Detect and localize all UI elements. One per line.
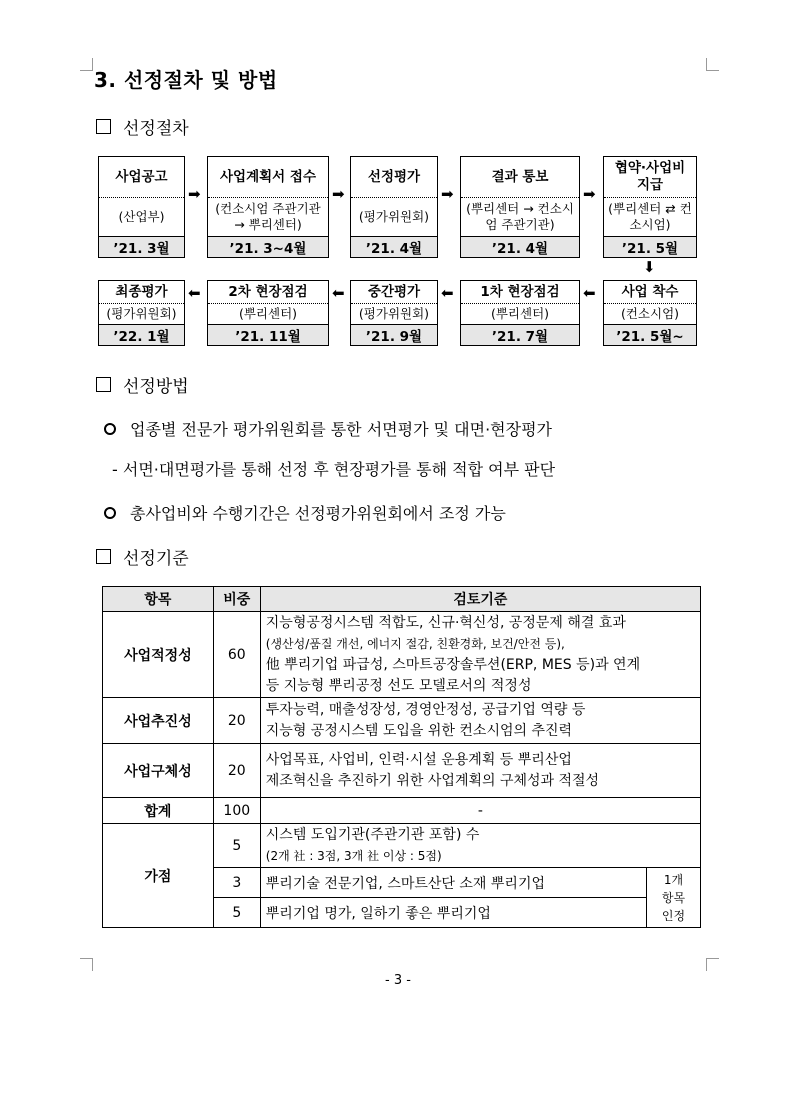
header-criteria: 검토기준: [260, 587, 700, 612]
row-criteria: [260, 698, 700, 744]
criteria-line: 제조혁신을 추진하기 위한 사업계획의 구체성과 적절성: [265, 772, 600, 789]
process-step-first-inspection: [460, 280, 580, 346]
row-weight: 60: [213, 612, 260, 698]
criteria-table: [102, 586, 701, 928]
total-item: 합계: [103, 798, 214, 824]
bonus-row: [103, 824, 701, 868]
method-bullet-2-text: 총사업비와 수행기간은 선정평가위원회에서 조정 가능: [130, 504, 506, 523]
square-bullet-icon: [96, 549, 111, 564]
criteria-line: 사업목표, 사업비, 인력·시설 운용계획 등 뿌리산업: [265, 751, 572, 768]
method-sub-item: - 서면·대면평가를 통해 선정 후 현장평가를 통해 적합 여부 판단: [112, 460, 556, 479]
step-org: (컨소시엄 주관기관 → 뿌리센터): [215, 201, 321, 232]
step-date: ’21. 11월: [208, 324, 328, 345]
criteria-line: (2개 社 : 3점, 3개 社 이상 : 5점): [265, 848, 442, 863]
step-title: 최종평가: [99, 281, 184, 304]
square-bullet-icon: [96, 119, 111, 134]
step-title: 사업계획서 접수: [208, 157, 328, 198]
step-title: 중간평가: [351, 281, 437, 304]
crop-mark-top-left: [80, 58, 93, 71]
step-title: 사업공고: [99, 157, 184, 198]
subheading-method: [96, 372, 189, 397]
left-arrow-icon: ⬅: [583, 284, 596, 302]
process-step-application: [207, 156, 329, 258]
header-weight: 비중: [213, 587, 260, 612]
criteria-line: 지능형공정시스템 적합도, 신규·혁신성, 공정문제 해결 효과: [265, 614, 626, 631]
table-header-row: [103, 587, 701, 612]
crop-mark-bottom-right: [706, 958, 719, 971]
step-title: 결과 통보: [461, 157, 579, 198]
bonus-item: 가점: [103, 824, 214, 928]
crop-mark-top-right: [706, 58, 719, 71]
page-number: - 3 -: [385, 973, 411, 988]
criteria-line: 지능형 공정시스템 도입을 위한 컨소시엄의 추진력: [265, 722, 573, 739]
left-arrow-icon: ⬅: [332, 284, 345, 302]
header-item: 항목: [103, 587, 214, 612]
step-org: (산업부): [118, 209, 165, 224]
step-org: (뿌리센터 → 컨소시엄 주관기관): [466, 201, 574, 232]
process-step-second-inspection: [207, 280, 329, 346]
subheading-procedure-text: 선정절차: [123, 119, 189, 139]
row-item: 사업구체성: [103, 744, 214, 798]
bonus-note: [647, 868, 701, 928]
bonus-weight: 5: [213, 898, 260, 928]
total-weight: 100: [213, 798, 260, 824]
process-step-kickoff: [603, 280, 697, 346]
method-bullet-1: [104, 417, 552, 440]
bonus-criteria: [260, 824, 700, 868]
subheading-method-text: 선정방법: [123, 377, 189, 397]
criteria-line: 시스템 도입기관(주관기관 포함) 수: [265, 826, 480, 843]
process-step-evaluation: [350, 156, 438, 258]
left-arrow-icon: ⬅: [441, 284, 454, 302]
circle-bullet-icon: [104, 507, 116, 519]
step-date: ’21. 5월: [604, 236, 696, 257]
note-line: 항목: [661, 890, 686, 905]
bonus-criteria: 뿌리기업 명가, 일하기 좋은 뿌리기업: [260, 898, 646, 928]
step-title: 선정평가: [351, 157, 437, 198]
step-date: ’21. 7월: [461, 324, 579, 345]
row-weight: 20: [213, 698, 260, 744]
step-org: (뿌리센터): [490, 306, 550, 321]
step-org: (뿌리센터): [238, 306, 298, 321]
right-arrow-icon: ➡: [441, 185, 454, 203]
row-weight: 20: [213, 744, 260, 798]
step-title: 2차 현장점검: [208, 281, 328, 304]
subheading-criteria-text: 선정기준: [123, 549, 189, 569]
note-line: 1개: [663, 872, 684, 887]
process-step-notification: [460, 156, 580, 258]
step-org: (평가위원회): [106, 306, 177, 321]
subheading-criteria: [96, 544, 189, 569]
section-title: 3. 선정절차 및 방법: [94, 68, 278, 92]
process-step-agreement: [603, 156, 697, 258]
right-arrow-icon: ➡: [332, 185, 345, 203]
step-date: ’22. 1월: [99, 324, 184, 345]
bonus-weight: 3: [213, 868, 260, 898]
step-org: (평가위원회): [358, 306, 430, 321]
table-row: [103, 698, 701, 744]
method-bullet-1-text: 업종별 전문가 평가위원회를 통한 서면평가 및 대면·현장평가: [130, 420, 553, 439]
step-date: ’21. 9월: [351, 324, 437, 345]
left-arrow-icon: ⬅: [188, 284, 201, 302]
table-row: [103, 612, 701, 698]
step-org: (평가위원회): [358, 209, 430, 224]
table-total-row: [103, 798, 701, 824]
process-step-final-evaluation: [98, 280, 185, 346]
step-title: 사업 착수: [604, 281, 696, 304]
step-org: (컨소시엄): [620, 306, 680, 321]
process-step-announcement: [98, 156, 185, 258]
step-title: 1차 현장점검: [461, 281, 579, 304]
bonus-weight: 5: [213, 824, 260, 868]
criteria-line: (생산성/품질 개선, 에너지 절감, 친환경화, 보건/안전 등),: [265, 636, 565, 651]
right-arrow-icon: ➡: [188, 185, 201, 203]
row-item: 사업추진성: [103, 698, 214, 744]
method-bullet-2: [104, 501, 506, 524]
total-desc: -: [260, 798, 700, 824]
subheading-procedure: [96, 114, 189, 139]
square-bullet-icon: [96, 377, 111, 392]
criteria-line: 他 뿌리기업 파급성, 스마트공장솔루션(ERP, MES 등)과 연계: [265, 656, 641, 673]
circle-bullet-icon: [104, 423, 116, 435]
row-criteria: [260, 612, 700, 698]
step-date: ’21. 5월~: [604, 324, 696, 345]
row-criteria: [260, 744, 700, 798]
crop-mark-bottom-left: [80, 958, 93, 971]
note-line: 인정: [661, 908, 686, 923]
criteria-line: 등 지능형 뿌리공정 선도 모델로서의 적정성: [265, 677, 532, 694]
criteria-line: 투자능력, 매출성장성, 경영안정성, 공급기업 역량 등: [265, 701, 586, 718]
step-title: 협약·사업비 지급: [604, 157, 696, 198]
down-arrow-icon: ⬇: [643, 258, 656, 276]
bonus-criteria: 뿌리기술 전문기업, 스마트산단 소재 뿌리기업: [260, 868, 646, 898]
table-row: [103, 744, 701, 798]
step-date: ’21. 4월: [461, 236, 579, 257]
step-date: ’21. 4월: [351, 236, 437, 257]
step-date: ’21. 3~4월: [208, 236, 328, 257]
right-arrow-icon: ➡: [583, 185, 596, 203]
row-item: 사업적정성: [103, 612, 214, 698]
step-org: (뿌리센터 ⇄ 컨소시엄): [608, 201, 692, 232]
process-step-interim-evaluation: [350, 280, 438, 346]
step-date: ’21. 3월: [99, 236, 184, 257]
